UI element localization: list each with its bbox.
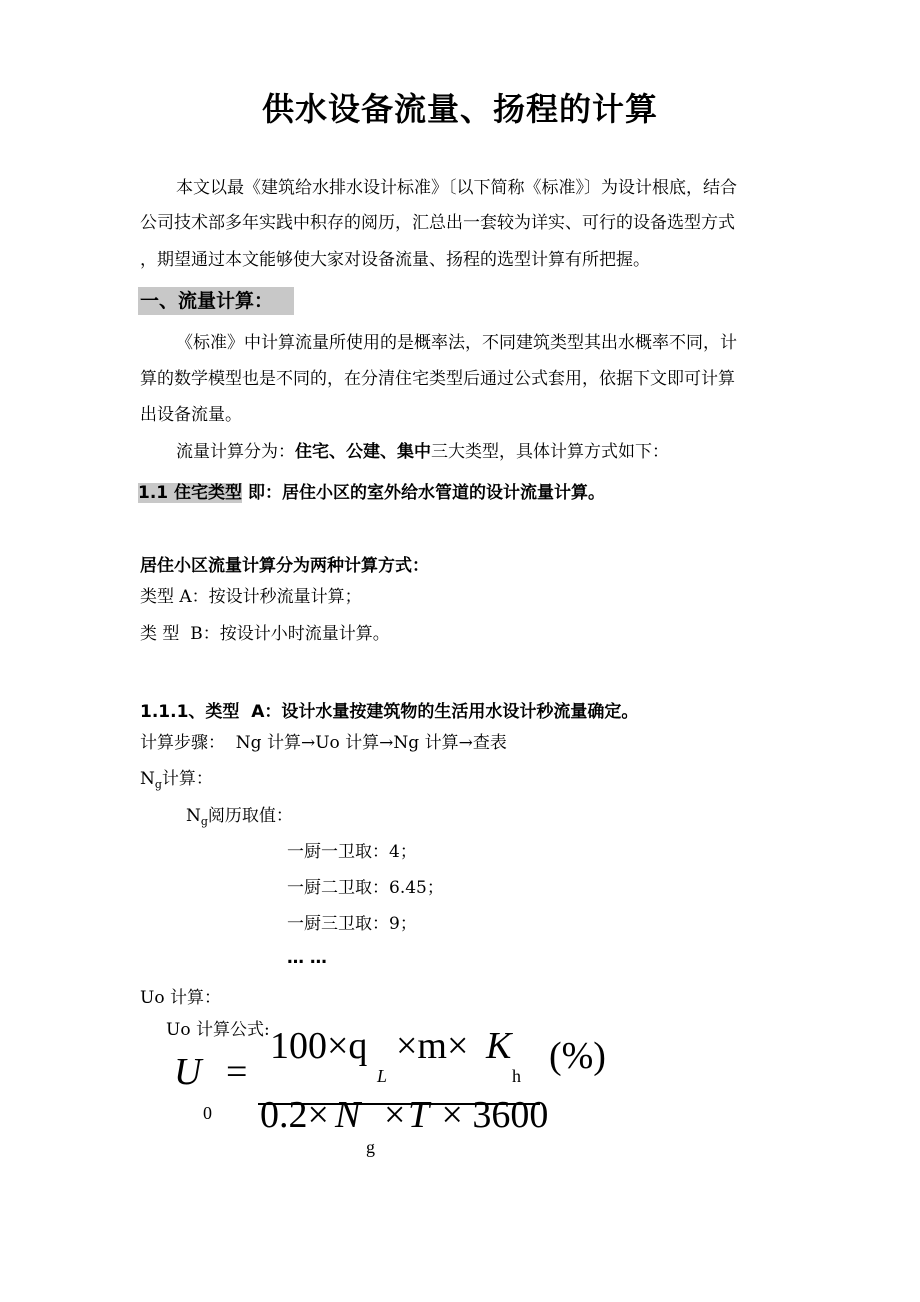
types-sep-1: 、 xyxy=(329,442,346,462)
ng-calc-label xyxy=(140,769,213,795)
formula-sub-l: L xyxy=(377,1066,388,1086)
residential-subheading: 居住小区流量计算分为两种计算方式： xyxy=(140,556,429,576)
ng-sub: g xyxy=(154,778,162,791)
formula-denominator-a: 0.2× xyxy=(260,1094,329,1136)
section-heading-flow: 一、流量计算： xyxy=(138,287,294,315)
section1-line-3: 出设备流量。 xyxy=(140,405,242,425)
value-two-bath: 一厨二卫取：6.45； xyxy=(287,878,444,898)
intro-line-1: 本文以最《建筑给水排水设计标准》〔以下简称《标准》〕为设计根底，结合 xyxy=(176,178,737,198)
ng-value-label xyxy=(186,806,293,832)
types-prefix: 流量计算分为： xyxy=(176,442,295,462)
heading-1-1-rest: 即：居住小区的室外给水管道的设计流量计算。 xyxy=(242,483,605,503)
formula-numerator-a: 100×q xyxy=(270,1025,368,1067)
heading-1-1-label: 1.1 住宅类型 xyxy=(138,483,243,503)
intro-line-3: ，期望通过本文能够使大家对设备流量、扬程的选型计算有所把握。 xyxy=(140,250,650,270)
uo-calc-label: Uo 计算： xyxy=(140,988,221,1008)
formula-sub-g: g xyxy=(366,1137,375,1157)
types-line xyxy=(176,442,669,462)
ng-n: N xyxy=(140,769,155,789)
formula-equals: = xyxy=(226,1051,248,1093)
formula-denominator-c: × 3600 xyxy=(432,1094,549,1136)
types-sep-2: 、 xyxy=(380,442,397,462)
type-centralized: 集中 xyxy=(397,442,431,462)
section1-line-1: 《标准》中计算流量所使用的是概率法，不同建筑类型其出水概率不同，计 xyxy=(176,333,737,353)
heading-1-1 xyxy=(138,478,605,503)
uo-formula-label: Uo 计算公式: xyxy=(166,1020,270,1040)
ng-calc-text: 计算： xyxy=(161,769,213,789)
formula-times: × xyxy=(384,1094,406,1136)
intro-line-2: 公司技术部多年实践中积存的阅历，汇总出一套较为详实、可行的设备选型方式 xyxy=(140,213,735,233)
formula-t: T xyxy=(408,1094,430,1136)
formula-sub-h: h xyxy=(512,1066,521,1086)
ng-value-text: 阅历取值： xyxy=(207,806,293,826)
type-residential: 住宅 xyxy=(295,442,329,462)
heading-1-1-1: 1.1.1、类型 A：设计水量按建筑物的生活用水设计秒流量确定。 xyxy=(140,702,639,722)
formula-k: K xyxy=(486,1025,512,1067)
types-suffix: 三大类型，具体计算方式如下： xyxy=(431,442,669,462)
formula-u-sub: 0 xyxy=(203,1103,212,1123)
value-ellipsis: … … xyxy=(287,948,327,968)
formula-percent: (%) xyxy=(549,1035,606,1077)
value-three-bath: 一厨三卫取：9； xyxy=(287,914,417,934)
type-b-line: 类 型 B：按设计小时流量计算。 xyxy=(140,624,390,644)
ng-value-sub: g xyxy=(200,815,208,828)
section1-line-2: 算的数学模型也是不同的，在分清住宅类型后通过公式套用，依据下文即可计算 xyxy=(140,369,735,389)
formula-numerator-b: ×m× xyxy=(396,1025,469,1067)
type-public: 公建 xyxy=(346,442,380,462)
formula-u: U xyxy=(174,1051,202,1093)
ng-value-n: N xyxy=(186,806,201,826)
value-one-bath: 一厨一卫取：4； xyxy=(287,842,417,862)
type-a-line: 类型 A：按设计秒流量计算； xyxy=(140,587,362,607)
page-title: 供水设备流量、扬程的计算 xyxy=(261,90,658,128)
calc-steps: 计算步骤： Ng 计算→Uo 计算→Ng 计算→查表 xyxy=(140,733,507,753)
formula-n: N xyxy=(335,1094,361,1136)
